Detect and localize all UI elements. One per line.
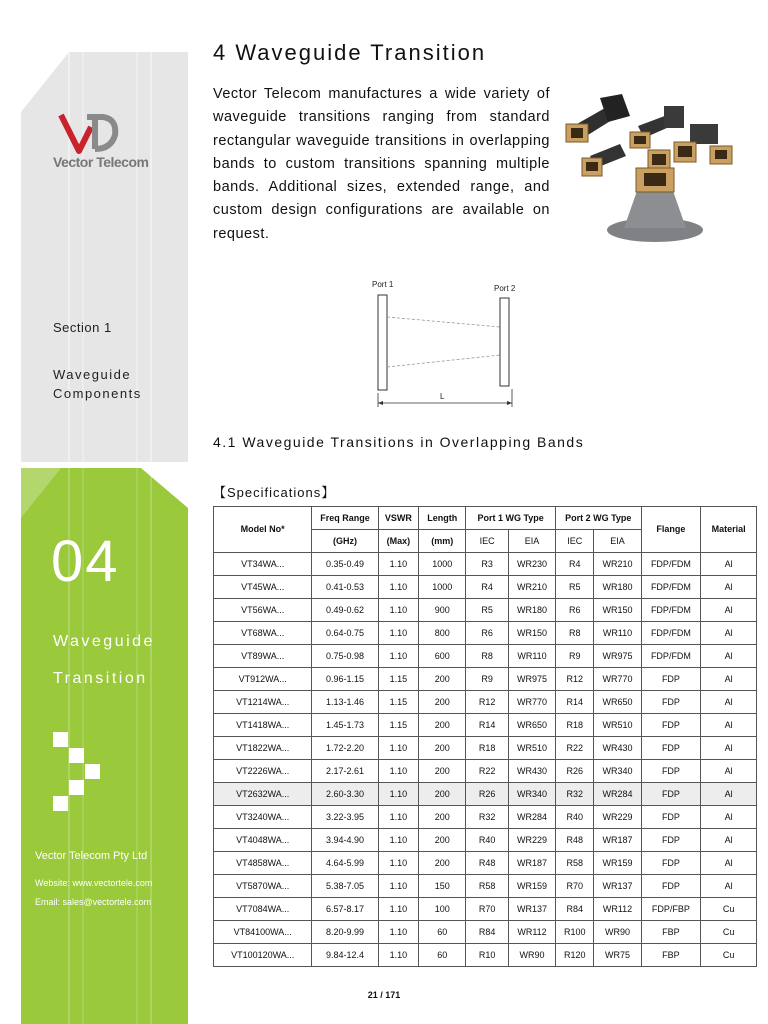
cell-freq: 5.38-7.05 — [312, 875, 378, 898]
section-name — [53, 365, 142, 403]
cell-port1-iec: R22 — [466, 760, 509, 783]
cell-freq: 0.49-0.62 — [312, 599, 378, 622]
cell-port2-eia: WR975 — [594, 645, 641, 668]
cell-model: VT34WA... — [214, 553, 312, 576]
cell-material: Al — [701, 599, 757, 622]
cell-freq: 1.45-1.73 — [312, 714, 378, 737]
cell-material: Al — [701, 806, 757, 829]
cell-freq: 3.94-4.90 — [312, 829, 378, 852]
cell-flange: FDP/FDM — [641, 622, 701, 645]
cell-port1-iec: R48 — [466, 852, 509, 875]
cell-port2-iec: R40 — [556, 806, 594, 829]
cell-flange: FDP — [641, 875, 701, 898]
cell-model: VT912WA... — [214, 668, 312, 691]
cell-material: Al — [701, 645, 757, 668]
table-row — [214, 875, 757, 898]
cell-port1-iec: R84 — [466, 921, 509, 944]
table-row — [214, 714, 757, 737]
table-row — [214, 806, 757, 829]
cell-port1-eia: WR510 — [508, 737, 555, 760]
cell-port2-eia: WR510 — [594, 714, 641, 737]
cell-flange: FDP/FDM — [641, 599, 701, 622]
cell-material: Al — [701, 737, 757, 760]
cell-port2-eia: WR90 — [594, 921, 641, 944]
table-row — [214, 645, 757, 668]
cell-material: Al — [701, 691, 757, 714]
cell-material: Al — [701, 852, 757, 875]
cell-port2-iec: R8 — [556, 622, 594, 645]
cell-port1-eia: WR229 — [508, 829, 555, 852]
cell-port2-iec: R18 — [556, 714, 594, 737]
cell-model: VT56WA... — [214, 599, 312, 622]
cell-port1-eia: WR187 — [508, 852, 555, 875]
cell-vswr: 1.10 — [378, 852, 419, 875]
cell-vswr: 1.10 — [378, 898, 419, 921]
table-row — [214, 691, 757, 714]
cell-model: VT1214WA... — [214, 691, 312, 714]
website-link[interactable]: Website: www.vectortele.com — [35, 878, 153, 888]
header-vswr-unit: (Max) — [378, 530, 419, 553]
cell-model: VT68WA... — [214, 622, 312, 645]
table-row — [214, 829, 757, 852]
cell-port1-eia: WR230 — [508, 553, 555, 576]
table-row — [214, 737, 757, 760]
table-row — [214, 783, 757, 806]
cell-vswr: 1.10 — [378, 806, 419, 829]
cell-length: 200 — [419, 760, 466, 783]
waveguide-transitions-photo — [560, 88, 750, 248]
cell-vswr: 1.15 — [378, 714, 419, 737]
cell-length: 100 — [419, 898, 466, 921]
cell-material: Al — [701, 760, 757, 783]
header-freq: Freq Range — [312, 507, 378, 530]
logo-text: Vector Telecom — [53, 154, 149, 170]
cell-flange: FDP/FBP — [641, 898, 701, 921]
cell-port1-eia: WR284 — [508, 806, 555, 829]
cell-port1-eia: WR650 — [508, 714, 555, 737]
cell-model: VT3240WA... — [214, 806, 312, 829]
cell-port1-iec: R12 — [466, 691, 509, 714]
cell-port2-eia: WR137 — [594, 875, 641, 898]
cell-port1-iec: R6 — [466, 622, 509, 645]
header-flange: Flange — [641, 507, 701, 553]
cell-port1-iec: R32 — [466, 806, 509, 829]
table-row — [214, 622, 757, 645]
chapter-title-line2: Transition — [53, 670, 148, 687]
cell-vswr: 1.10 — [378, 875, 419, 898]
cell-port2-eia: WR75 — [594, 944, 641, 967]
section-name-line1: Waveguide — [53, 367, 132, 382]
cell-port2-iec: R4 — [556, 553, 594, 576]
cell-vswr: 1.15 — [378, 691, 419, 714]
cell-model: VT4048WA... — [214, 829, 312, 852]
cell-port1-iec: R4 — [466, 576, 509, 599]
chapter-number: 04 — [51, 529, 120, 594]
cell-vswr: 1.10 — [378, 599, 419, 622]
cell-port1-iec: R40 — [466, 829, 509, 852]
cell-port2-iec: R100 — [556, 921, 594, 944]
cell-material: Al — [701, 576, 757, 599]
cell-length: 150 — [419, 875, 466, 898]
cell-length: 1000 — [419, 553, 466, 576]
cell-flange: FDP — [641, 806, 701, 829]
cell-vswr: 1.10 — [378, 645, 419, 668]
port1-label: Port 1 — [372, 280, 394, 289]
cell-length: 200 — [419, 783, 466, 806]
header-material: Material — [701, 507, 757, 553]
cell-port2-iec: R58 — [556, 852, 594, 875]
cell-model: VT7084WA... — [214, 898, 312, 921]
table-row — [214, 553, 757, 576]
cell-port1-iec: R5 — [466, 599, 509, 622]
header-vswr: VSWR — [378, 507, 419, 530]
cell-vswr: 1.10 — [378, 829, 419, 852]
cell-port2-eia: WR187 — [594, 829, 641, 852]
cell-port1-iec: R10 — [466, 944, 509, 967]
cell-length: 60 — [419, 944, 466, 967]
cell-port2-eia: WR430 — [594, 737, 641, 760]
cell-port1-iec: R8 — [466, 645, 509, 668]
cell-port1-iec: R58 — [466, 875, 509, 898]
cell-freq: 9.84-12.4 — [312, 944, 378, 967]
page-number: 21 / 171 — [367, 990, 401, 1000]
cell-flange: FDP — [641, 714, 701, 737]
cell-model: VT45WA... — [214, 576, 312, 599]
specifications-table — [213, 506, 757, 967]
cell-material: Al — [701, 622, 757, 645]
cell-port2-eia: WR210 — [594, 553, 641, 576]
header-length-unit: (mm) — [419, 530, 466, 553]
cell-port2-eia: WR150 — [594, 599, 641, 622]
cell-port2-eia: WR229 — [594, 806, 641, 829]
header-model: Model No* — [214, 507, 312, 553]
cell-material: Al — [701, 829, 757, 852]
cell-freq: 0.35-0.49 — [312, 553, 378, 576]
cell-port2-eia: WR284 — [594, 783, 641, 806]
cell-material: Al — [701, 875, 757, 898]
cell-port2-eia: WR159 — [594, 852, 641, 875]
cell-length: 200 — [419, 668, 466, 691]
cell-port2-eia: WR650 — [594, 691, 641, 714]
cell-port1-iec: R70 — [466, 898, 509, 921]
cell-freq: 6.57-8.17 — [312, 898, 378, 921]
cell-model: VT2226WA... — [214, 760, 312, 783]
cell-length: 200 — [419, 806, 466, 829]
header-port1-eia: EIA — [508, 530, 555, 553]
cell-model: VT2632WA... — [214, 783, 312, 806]
cell-port2-iec: R22 — [556, 737, 594, 760]
cell-flange: FDP — [641, 783, 701, 806]
cell-length: 200 — [419, 829, 466, 852]
cell-length: 600 — [419, 645, 466, 668]
cell-port2-eia: WR770 — [594, 668, 641, 691]
cell-material: Cu — [701, 921, 757, 944]
cell-flange: FDP/FDM — [641, 645, 701, 668]
table-row — [214, 576, 757, 599]
cell-material: Al — [701, 668, 757, 691]
cell-port2-iec: R12 — [556, 668, 594, 691]
cell-flange: FBP — [641, 944, 701, 967]
cell-length: 200 — [419, 691, 466, 714]
sidebar-top-panel — [21, 52, 188, 462]
cell-model: VT100120WA... — [214, 944, 312, 967]
cell-material: Al — [701, 783, 757, 806]
cell-vswr: 1.10 — [378, 921, 419, 944]
cell-vswr: 1.10 — [378, 944, 419, 967]
table-row — [214, 599, 757, 622]
cell-port1-iec: R26 — [466, 783, 509, 806]
cell-port1-eia: WR210 — [508, 576, 555, 599]
intro-paragraph: Vector Telecom manufactures a wide variety of waveguide transitions ranging from standard rectangular waveguide transitions in overlapping bands to custom transitions spanning multiple bands. Additional sizes, extended range, and custom design configurations are available on request. — [213, 86, 550, 242]
cell-flange: FBP — [641, 921, 701, 944]
chapter-title — [53, 623, 155, 697]
cell-length: 1000 — [419, 576, 466, 599]
cell-freq: 3.22-3.95 — [312, 806, 378, 829]
cell-port1-eia: WR975 — [508, 668, 555, 691]
cell-freq: 4.64-5.99 — [312, 852, 378, 875]
cell-material: Cu — [701, 944, 757, 967]
specifications-label: 【Specifications】 — [213, 485, 336, 500]
table-row — [214, 944, 757, 967]
cell-flange: FDP — [641, 760, 701, 783]
cell-flange: FDP/FDM — [641, 553, 701, 576]
cell-port1-eia: WR430 — [508, 760, 555, 783]
cell-freq: 2.17-2.61 — [312, 760, 378, 783]
vector-telecom-logo — [51, 107, 131, 187]
header-port2-eia: EIA — [594, 530, 641, 553]
section-heading: 4.1 Waveguide Transitions in Overlapping Bands — [213, 434, 585, 450]
cell-port1-iec: R3 — [466, 553, 509, 576]
cell-flange: FDP — [641, 829, 701, 852]
specifications-table-body — [214, 553, 757, 967]
cell-port2-eia: WR110 — [594, 622, 641, 645]
cell-port1-eia: WR180 — [508, 599, 555, 622]
table-row — [214, 898, 757, 921]
table-row — [214, 668, 757, 691]
cell-length: 900 — [419, 599, 466, 622]
cell-port1-eia: WR112 — [508, 921, 555, 944]
cell-material: Al — [701, 714, 757, 737]
cell-vswr: 1.10 — [378, 553, 419, 576]
cell-vswr: 1.10 — [378, 760, 419, 783]
cell-port2-eia: WR112 — [594, 898, 641, 921]
cell-port2-iec: R9 — [556, 645, 594, 668]
sidebar-bottom-panel — [21, 468, 188, 1024]
cell-length: 60 — [419, 921, 466, 944]
port2-label: Port 2 — [494, 284, 516, 293]
header-port2: Port 2 WG Type — [556, 507, 642, 530]
transition-diagram — [360, 275, 530, 410]
cell-port1-eia: WR150 — [508, 622, 555, 645]
cell-port2-iec: R120 — [556, 944, 594, 967]
cell-model: VT1822WA... — [214, 737, 312, 760]
cell-vswr: 1.15 — [378, 668, 419, 691]
cell-port2-iec: R6 — [556, 599, 594, 622]
cell-vswr: 1.10 — [378, 622, 419, 645]
cell-port1-eia: WR770 — [508, 691, 555, 714]
company-name: Vector Telecom Pty Ltd — [35, 850, 148, 862]
cell-freq: 2.60-3.30 — [312, 783, 378, 806]
cell-model: VT5870WA... — [214, 875, 312, 898]
cell-port1-eia: WR90 — [508, 944, 555, 967]
header-port2-iec: IEC — [556, 530, 594, 553]
cell-length: 200 — [419, 737, 466, 760]
cell-port2-eia: WR340 — [594, 760, 641, 783]
cell-port2-iec: R84 — [556, 898, 594, 921]
cell-vswr: 1.10 — [378, 737, 419, 760]
cell-flange: FDP/FDM — [641, 576, 701, 599]
cell-freq: 8.20-9.99 — [312, 921, 378, 944]
cell-port2-iec: R26 — [556, 760, 594, 783]
section-name-line2: Components — [53, 386, 142, 401]
cell-length: 200 — [419, 852, 466, 875]
cell-length: 800 — [419, 622, 466, 645]
cell-port1-iec: R14 — [466, 714, 509, 737]
cell-port1-eia: WR137 — [508, 898, 555, 921]
table-row — [214, 852, 757, 875]
cell-freq: 1.72-2.20 — [312, 737, 378, 760]
cell-material: Al — [701, 553, 757, 576]
email-link[interactable]: Email: sales@vectortele.com — [35, 897, 152, 907]
cell-flange: FDP — [641, 668, 701, 691]
cell-port1-iec: R9 — [466, 668, 509, 691]
cell-material: Cu — [701, 898, 757, 921]
cell-flange: FDP — [641, 852, 701, 875]
cell-port1-iec: R18 — [466, 737, 509, 760]
cell-port1-eia: WR110 — [508, 645, 555, 668]
cell-freq: 1.13-1.46 — [312, 691, 378, 714]
cell-port2-iec: R14 — [556, 691, 594, 714]
cell-port2-iec: R70 — [556, 875, 594, 898]
cell-flange: FDP — [641, 737, 701, 760]
cell-flange: FDP — [641, 691, 701, 714]
table-row — [214, 921, 757, 944]
cell-port2-iec: R32 — [556, 783, 594, 806]
table-row — [214, 760, 757, 783]
cell-vswr: 1.10 — [378, 576, 419, 599]
cell-freq: 0.41-0.53 — [312, 576, 378, 599]
cell-length: 200 — [419, 714, 466, 737]
chapter-title-line1: Waveguide — [53, 633, 155, 650]
length-label: L — [440, 392, 445, 401]
cell-port1-eia: WR340 — [508, 783, 555, 806]
cell-vswr: 1.10 — [378, 783, 419, 806]
cell-freq: 0.75-0.98 — [312, 645, 378, 668]
cell-port2-eia: WR180 — [594, 576, 641, 599]
cell-model: VT1418WA... — [214, 714, 312, 737]
cell-model: VT84100WA... — [214, 921, 312, 944]
cell-model: VT89WA... — [214, 645, 312, 668]
section-label: Section 1 — [53, 320, 112, 335]
cell-port1-eia: WR159 — [508, 875, 555, 898]
page-title: 4 Waveguide Transition — [213, 40, 487, 65]
header-port1: Port 1 WG Type — [466, 507, 556, 530]
cell-freq: 0.64-0.75 — [312, 622, 378, 645]
header-port1-iec: IEC — [466, 530, 509, 553]
cell-model: VT4858WA... — [214, 852, 312, 875]
cell-freq: 0.96-1.15 — [312, 668, 378, 691]
header-length: Length — [419, 507, 466, 530]
cell-port2-iec: R5 — [556, 576, 594, 599]
header-freq-unit: (GHz) — [312, 530, 378, 553]
cell-port2-iec: R48 — [556, 829, 594, 852]
